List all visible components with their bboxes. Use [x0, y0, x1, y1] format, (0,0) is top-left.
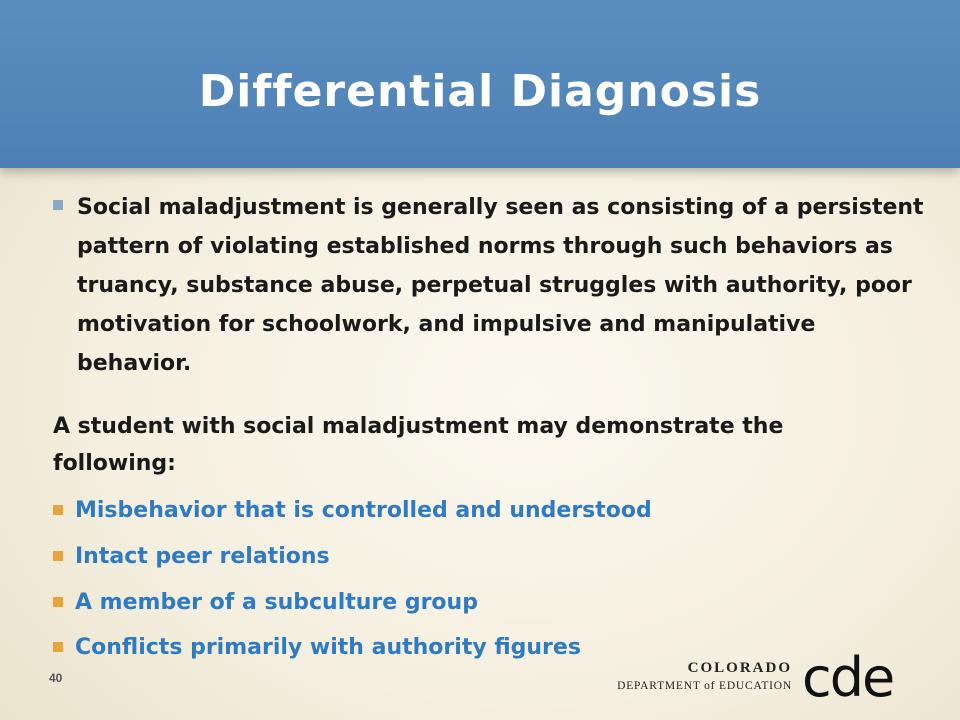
cde-logo	[617, 650, 928, 706]
logo-state-text: COLORADO	[687, 660, 792, 676]
cde-mark-icon	[800, 650, 926, 706]
list-item-text: Conflicts primarily with authority figures	[75, 635, 581, 660]
list-item	[53, 542, 913, 572]
intro-bullet-text: Social maladjustment is generally seen as consisting of a persistent pattern of violating established norms through such behaviors as truancy, substance abuse, perpetual struggles with authority, poor motivation for schoolwork, and impulsive and manipulative behavior.	[77, 195, 924, 376]
title-banner	[0, 0, 960, 168]
list-item-text: Intact peer relations	[75, 544, 330, 569]
list-item	[53, 496, 913, 526]
list-item-text: A member of a subculture group	[75, 590, 478, 615]
square-bullet-icon	[53, 597, 63, 607]
logo-department-text: DEPARTMENT of EDUCATION	[617, 680, 792, 692]
slide-title: Differential Diagnosis	[198, 66, 762, 117]
square-bullet-icon	[53, 200, 63, 210]
logo-mark-text: cde	[802, 650, 894, 706]
page-number: 40	[49, 671, 63, 685]
square-bullet-icon	[53, 505, 63, 515]
square-bullet-icon	[53, 551, 63, 561]
list-item-text: Misbehavior that is controlled and understood	[75, 498, 652, 523]
intro-bullet	[53, 188, 933, 383]
lead-text: A student with social maladjustment may demonstrate the following:	[53, 414, 784, 476]
square-bullet-icon	[53, 642, 63, 652]
list-item	[53, 588, 913, 618]
